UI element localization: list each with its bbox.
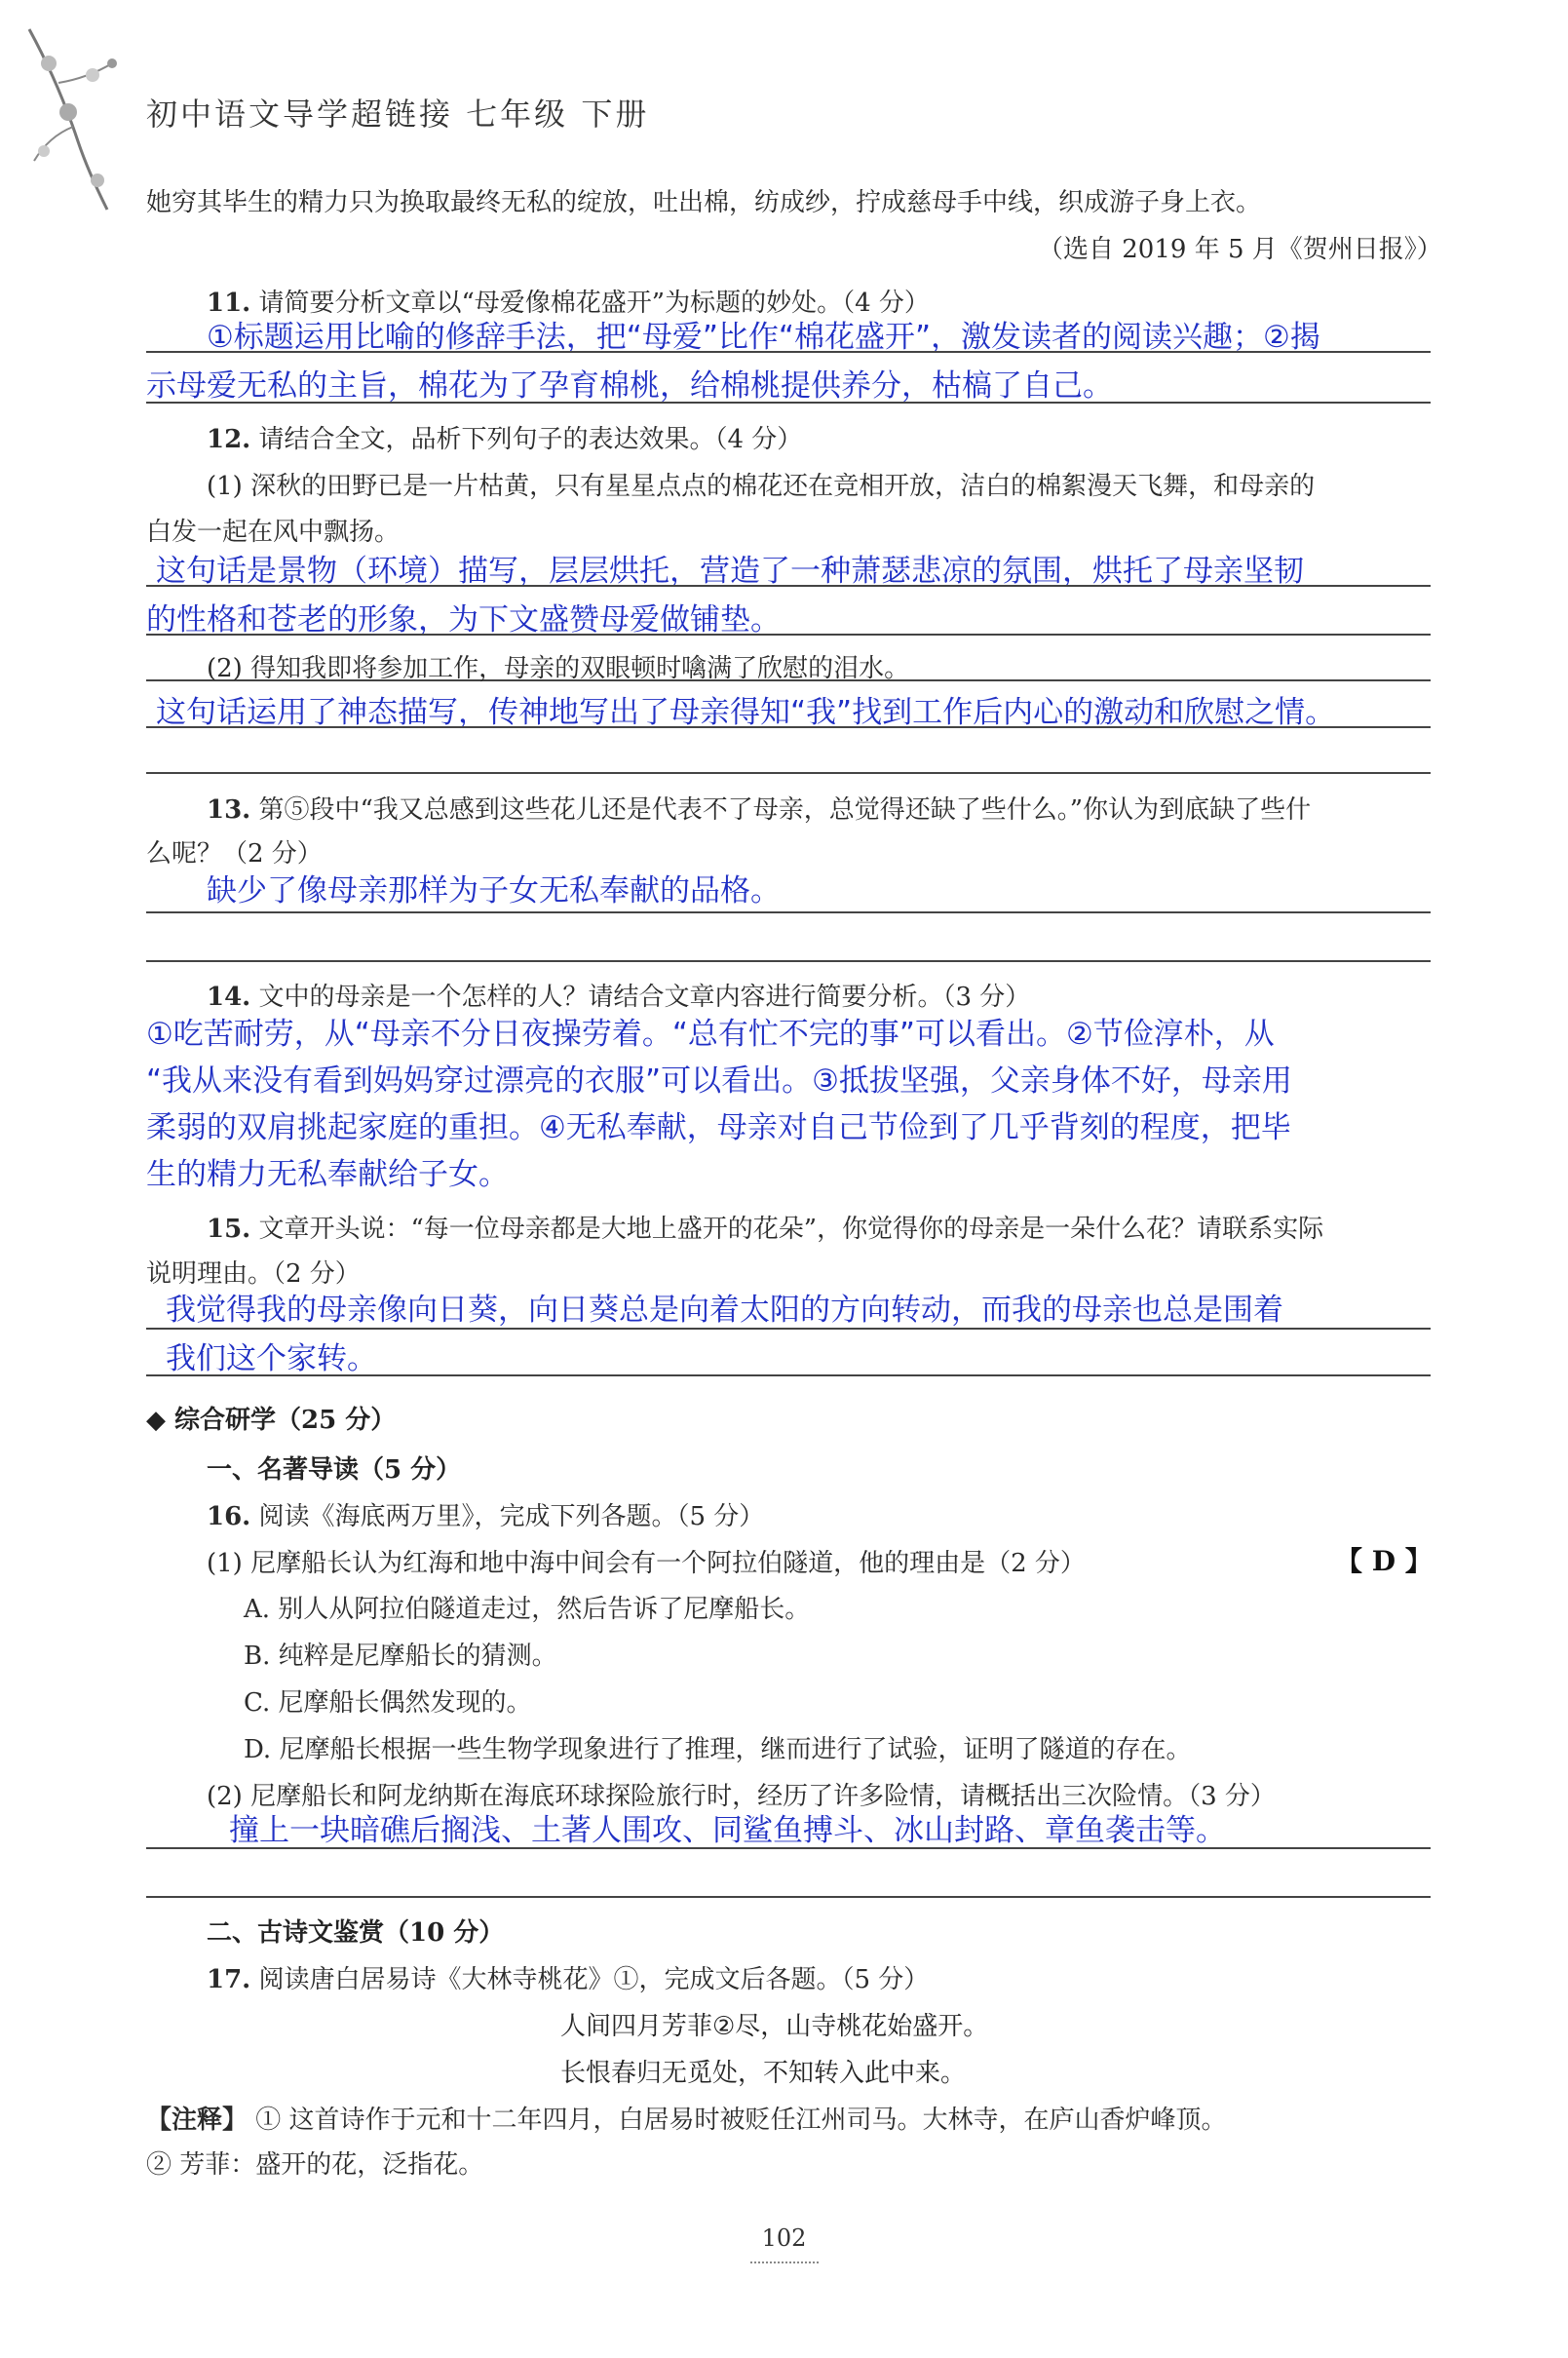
question-number: 11.	[207, 289, 251, 318]
passage-source: （选自 2019 年 5 月《贺州日报》）	[1038, 235, 1442, 264]
answer-16-1-bracket	[1335, 1540, 1433, 1579]
question-text: 阅读唐白居易诗《大林寺桃花》①，完成文后各题。（5 分）	[258, 1965, 930, 1994]
answer-line	[146, 911, 1431, 913]
question-number: 13.	[207, 795, 251, 825]
question-13	[207, 790, 1311, 826]
answer-15-line1: 我觉得我的母亲像向日葵，向日葵总是向着太阳的方向转动，而我的母亲也总是围着	[166, 1293, 1283, 1328]
answer-line	[146, 1328, 1431, 1330]
question-17	[207, 1959, 929, 1995]
passage-last-line: 她穷其毕生的精力只为换取最终无私的绽放，吐出棉，纺成纱，拧成慈母手中线，织成游子身上衣。	[146, 188, 1262, 217]
part1-title: 一、名著导读（5 分）	[207, 1455, 462, 1485]
question-16-sub2: (2) 尼摩船长和阿龙纳斯在海底环球探险旅行时，经历了许多险情，请概括出三次险情。（3 分）	[207, 1782, 1276, 1811]
answer-12-1-line1: 这句话是景物（环境）描写，层层烘托，营造了一种萧瑟悲凉的氛围，烘托了母亲坚韧	[156, 554, 1304, 589]
answer-11-line2: 示母爱无私的主旨，棉花为了孕育棉桃，给棉桃提供养分，枯槁了自己。	[146, 368, 1113, 404]
answer-16-1: 【 D 】	[1335, 1545, 1433, 1577]
answer-line	[146, 960, 1431, 962]
answer-12-2: 这句话运用了神态描写，传神地写出了母亲得知“我”找到工作后内心的激动和欣慰之情。	[156, 695, 1336, 730]
question-13-line2: 么呢？（2 分）	[146, 839, 323, 869]
answer-15-line2: 我们这个家转。	[166, 1341, 377, 1376]
question-12-sub1-line2: 白发一起在风中飘扬。	[146, 518, 401, 547]
section-title: ◆ 综合研学（25 分）	[146, 1406, 397, 1435]
question-number: 15.	[207, 1215, 251, 1244]
answer-12-1-line2: 的性格和苍老的形象，为下文盛赞母爱做铺垫。	[146, 602, 781, 638]
book-header-title: 初中语文导学超链接 七年级 下册	[146, 96, 650, 133]
answer-line	[146, 634, 1431, 636]
question-text: 请结合全文，品析下列句子的表达效果。（4 分）	[258, 425, 803, 454]
answer-14-line2: “我从来没有看到妈妈穿过漂亮的衣服”可以看出。③抵拔坚强，父亲身体不好，母亲用	[146, 1063, 1292, 1099]
question-text: 文中的母亲是一个怎样的人？请结合文章内容进行简要分析。（3 分）	[258, 983, 1031, 1012]
answer-line	[146, 1847, 1431, 1849]
answer-13: 缺少了像母亲那样为子女无私奉献的品格。	[207, 873, 781, 908]
answer-line	[146, 772, 1431, 774]
note-label: 【注释】	[146, 2106, 249, 2135]
answer-14-line3: 柔弱的双肩挑起家庭的重担。④无私奉献，母亲对自己节俭到了几乎背刻的程度，把毕	[146, 1110, 1291, 1145]
answer-line	[146, 1374, 1431, 1376]
note-line-1	[146, 2100, 1227, 2136]
answer-16-2: 撞上一块暗礁后搁浅、土著人围攻、同鲨鱼搏斗、冰山封路、章鱼袭击等。	[229, 1813, 1226, 1848]
question-16-sub1: (1) 尼摩船长认为红海和地中海中间会有一个阿拉伯隧道，他的理由是（2 分）	[207, 1549, 1086, 1578]
poem-line-1: 人间四月芳菲②尽，山寺桃花始盛开。	[560, 2012, 989, 2041]
page-number: 102	[761, 2224, 807, 2252]
poem-line-2: 长恨春归无觅处，不知转入此中来。	[560, 2059, 967, 2088]
question-text-line1: 第⑤段中“我又总感到这些花儿还是代表不了母亲，总觉得还缺了些什么。”你认为到底缺了些什	[258, 795, 1312, 825]
answer-line	[146, 1896, 1431, 1898]
question-text-line1: 文章开头说：“每一位母亲都是大地上盛开的花朵”，你觉得你的母亲是一朵什么花？请联系实际	[258, 1215, 1324, 1244]
question-number: 12.	[207, 425, 251, 454]
question-text: 请简要分析文章以“母爱像棉花盛开”为标题的妙处。（4 分）	[258, 289, 930, 318]
question-number: 14.	[207, 983, 251, 1012]
question-number: 16.	[207, 1502, 251, 1531]
option-a: A. 别人从阿拉伯隧道走过，然后告诉了尼摩船长。	[244, 1595, 811, 1624]
option-c: C. 尼摩船长偶然发现的。	[244, 1688, 532, 1718]
note-text-1: ① 这首诗作于元和十二年四月，白居易时被贬任江州司马。大林寺，在庐山香炉峰顶。	[255, 2106, 1227, 2135]
answer-line	[146, 351, 1431, 353]
answer-line	[146, 585, 1431, 587]
question-12-sub2: (2) 得知我即将参加工作，母亲的双眼顿时噙满了欣慰的泪水。	[207, 654, 910, 683]
answer-14-line1: ①吃苦耐劳，从“母亲不分日夜操劳着。“总有忙不完的事”可以看出。②节俭淳朴，从	[146, 1017, 1275, 1052]
answer-line	[146, 402, 1431, 404]
question-12-sub1-line1: (1) 深秋的田野已是一片枯黄，只有星星点点的棉花还在竞相开放，洁白的棉絮漫天飞舞，和母亲的	[207, 472, 1316, 501]
question-15-line2: 说明理由。（2 分）	[146, 1259, 361, 1289]
answer-14-line4: 生的精力无私奉献给子女。	[146, 1157, 509, 1192]
question-12	[207, 419, 802, 455]
question-14	[207, 977, 1030, 1013]
page-number-divider	[750, 2261, 819, 2263]
note-line-2: ② 芳菲：盛开的花，泛指花。	[146, 2150, 484, 2180]
part2-title: 二、古诗文鉴赏（10 分）	[207, 1918, 505, 1948]
question-15	[207, 1209, 1323, 1245]
plum-blossom-decoration	[19, 24, 136, 219]
question-text: 阅读《海底两万里》，完成下列各题。（5 分）	[258, 1502, 765, 1531]
question-number: 17.	[207, 1965, 251, 1994]
answer-11-line1: ①标题运用比喻的修辞手法，把“母爱”比作“棉花盛开”，激发读者的阅读兴趣；②揭	[207, 320, 1320, 355]
option-d: D. 尼摩船长根据一些生物学现象进行了推理，继而进行了试验，证明了隧道的存在。	[244, 1735, 1192, 1764]
answer-line	[146, 726, 1431, 728]
option-b: B. 纯粹是尼摩船长的猜测。	[244, 1642, 557, 1671]
question-16	[207, 1496, 764, 1532]
